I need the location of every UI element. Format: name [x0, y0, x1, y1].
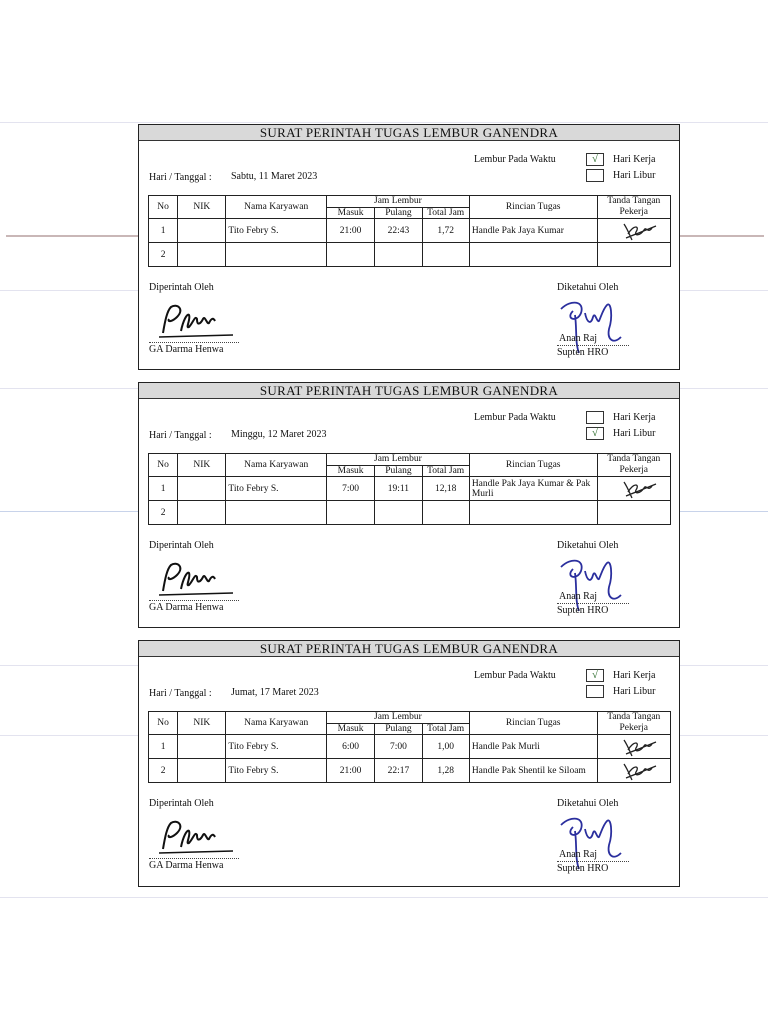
hari-libur-checkbox[interactable] — [586, 427, 604, 440]
signature-line — [557, 861, 629, 862]
hari-kerja-label: Hari Kerja — [613, 412, 656, 423]
worker-signature-icon — [618, 478, 658, 500]
cell-nama: Tito Febry S. — [226, 219, 327, 243]
cell-no: 2 — [149, 501, 178, 525]
cell-total: 1,00 — [422, 735, 469, 759]
approver-role: Supten HRO — [557, 347, 609, 358]
lembur-pada-waktu-label: Lembur Pada Waktu — [474, 154, 556, 165]
cell-rincian: Handle Pak Jaya Kumar — [469, 219, 597, 243]
cell-rincian — [469, 243, 597, 267]
col-masuk-header: Masuk — [326, 723, 374, 735]
approver-name: Anan Raj — [559, 849, 598, 860]
col-nik-header: NIK — [178, 712, 226, 735]
col-rincian-header: Rincian Tugas — [469, 454, 597, 477]
approver-name: Anan Raj — [559, 591, 598, 602]
ga-name: GA Darma Henwa — [149, 602, 224, 613]
table-row — [149, 243, 671, 267]
table-row — [149, 759, 671, 783]
cell-masuk: 21:00 — [326, 219, 374, 243]
hari-kerja-checkbox[interactable] — [586, 411, 604, 424]
signature-line — [557, 603, 629, 604]
signature-line — [149, 858, 239, 859]
ga-signature-icon — [155, 559, 235, 599]
cell-nama — [226, 243, 327, 267]
diketahui-oleh-label: Diketahui Oleh — [557, 540, 619, 551]
cell-pulang: 22:17 — [375, 759, 422, 783]
cell-pulang — [375, 243, 422, 267]
date-value: Minggu, 12 Maret 2023 — [231, 429, 327, 440]
col-masuk-header: Masuk — [326, 465, 374, 477]
hari-tanggal-label: Hari / Tanggal : — [149, 172, 212, 183]
hari-libur-label: Hari Libur — [613, 428, 656, 439]
cell-signature — [597, 735, 670, 759]
overtime-form — [138, 124, 680, 370]
hari-tanggal-label: Hari / Tanggal : — [149, 688, 212, 699]
col-jam-lembur-header: Jam Lembur — [326, 454, 469, 466]
check-icon: √ — [591, 669, 599, 681]
ga-signature-icon — [155, 817, 235, 857]
cell-pulang: 22:43 — [375, 219, 422, 243]
cell-signature — [597, 243, 670, 267]
approver-name: Anan Raj — [559, 333, 598, 344]
diketahui-oleh-label: Diketahui Oleh — [557, 282, 619, 293]
cell-total — [422, 243, 469, 267]
scan-line — [0, 122, 768, 123]
table-row — [149, 477, 671, 501]
cell-rincian: Handle Pak Murli — [469, 735, 597, 759]
hari-libur-checkbox[interactable] — [586, 685, 604, 698]
cell-total: 12,18 — [422, 477, 469, 501]
table-row — [149, 219, 671, 243]
approver-role: Supten HRO — [557, 863, 609, 874]
col-rincian-header: Rincian Tugas — [469, 196, 597, 219]
diketahui-oleh-label: Diketahui Oleh — [557, 798, 619, 809]
cell-nama: Tito Febry S. — [226, 735, 327, 759]
col-total-header: Total Jam — [422, 723, 469, 735]
cell-masuk — [326, 501, 374, 525]
cell-rincian: Handle Pak Jaya Kumar & Pak Murli — [469, 477, 597, 501]
col-nama-header: Nama Karyawan — [226, 712, 327, 735]
cell-nik — [178, 501, 226, 525]
date-value: Jumat, 17 Maret 2023 — [231, 687, 319, 698]
cell-nik — [178, 243, 226, 267]
signature-line — [557, 345, 629, 346]
ga-name: GA Darma Henwa — [149, 860, 224, 871]
cell-pulang — [375, 501, 422, 525]
overtime-form — [138, 382, 680, 628]
hari-tanggal-label: Hari / Tanggal : — [149, 430, 212, 441]
check-icon: √ — [591, 153, 599, 165]
ga-name: GA Darma Henwa — [149, 344, 224, 355]
overtime-form — [138, 640, 680, 887]
hari-kerja-label: Hari Kerja — [613, 670, 656, 681]
cell-pulang: 7:00 — [375, 735, 422, 759]
form-title: SURAT PERINTAH TUGAS LEMBUR GANENDRA — [139, 641, 679, 657]
cell-no: 2 — [149, 759, 178, 783]
col-jam-lembur-header: Jam Lembur — [326, 196, 469, 208]
cell-no: 1 — [149, 219, 178, 243]
form-title: SURAT PERINTAH TUGAS LEMBUR GANENDRA — [139, 125, 679, 141]
approver-role: Supten HRO — [557, 605, 609, 616]
cell-masuk: 7:00 — [326, 477, 374, 501]
cell-total: 1,28 — [422, 759, 469, 783]
col-no-header: No — [149, 712, 178, 735]
col-pulang-header: Pulang — [375, 723, 422, 735]
cell-nama: Tito Febry S. — [226, 759, 327, 783]
col-jam-lembur-header: Jam Lembur — [326, 712, 469, 724]
cell-no: 1 — [149, 477, 178, 501]
cell-masuk: 6:00 — [326, 735, 374, 759]
signature-line — [149, 600, 239, 601]
cell-signature — [597, 219, 670, 243]
cell-nik — [178, 759, 226, 783]
overtime-table — [148, 195, 671, 267]
col-total-header: Total Jam — [422, 207, 469, 219]
col-no-header: No — [149, 196, 178, 219]
cell-pulang: 19:11 — [375, 477, 422, 501]
cell-no: 2 — [149, 243, 178, 267]
cell-total — [422, 501, 469, 525]
cell-nama — [226, 501, 327, 525]
cell-no: 1 — [149, 735, 178, 759]
table-row — [149, 735, 671, 759]
col-tanda-tangan-header: Tanda Tangan Pekerja — [597, 196, 670, 219]
cell-rincian: Handle Pak Shentil ke Siloam — [469, 759, 597, 783]
cell-signature — [597, 759, 670, 783]
cell-signature — [597, 501, 670, 525]
form-title: SURAT PERINTAH TUGAS LEMBUR GANENDRA — [139, 383, 679, 399]
diperintah-oleh-label: Diperintah Oleh — [149, 282, 214, 293]
col-pulang-header: Pulang — [375, 465, 422, 477]
cell-nama: Tito Febry S. — [226, 477, 327, 501]
col-tanda-tangan-header: Tanda Tangan Pekerja — [597, 454, 670, 477]
lembur-pada-waktu-label: Lembur Pada Waktu — [474, 670, 556, 681]
cell-signature — [597, 477, 670, 501]
hari-libur-checkbox[interactable] — [586, 169, 604, 182]
overtime-table — [148, 453, 671, 525]
col-pulang-header: Pulang — [375, 207, 422, 219]
ga-signature-icon — [155, 301, 235, 341]
col-nik-header: NIK — [178, 196, 226, 219]
col-no-header: No — [149, 454, 178, 477]
hari-libur-label: Hari Libur — [613, 170, 656, 181]
worker-signature-icon — [618, 760, 658, 782]
col-total-header: Total Jam — [422, 465, 469, 477]
hari-kerja-checkbox[interactable] — [586, 153, 604, 166]
scan-line — [0, 897, 768, 898]
overtime-table — [148, 711, 671, 783]
hari-kerja-label: Hari Kerja — [613, 154, 656, 165]
worker-signature-icon — [618, 220, 658, 242]
worker-signature-icon — [618, 736, 658, 758]
col-nik-header: NIK — [178, 454, 226, 477]
lembur-pada-waktu-label: Lembur Pada Waktu — [474, 412, 556, 423]
col-nama-header: Nama Karyawan — [226, 454, 327, 477]
date-value: Sabtu, 11 Maret 2023 — [231, 171, 318, 182]
diperintah-oleh-label: Diperintah Oleh — [149, 798, 214, 809]
cell-masuk — [326, 243, 374, 267]
cell-nik — [178, 219, 226, 243]
col-tanda-tangan-header: Tanda Tangan Pekerja — [597, 712, 670, 735]
cell-nik — [178, 477, 226, 501]
hari-kerja-checkbox[interactable] — [586, 669, 604, 682]
col-rincian-header: Rincian Tugas — [469, 712, 597, 735]
col-masuk-header: Masuk — [326, 207, 374, 219]
check-icon: √ — [591, 427, 599, 439]
diperintah-oleh-label: Diperintah Oleh — [149, 540, 214, 551]
col-nama-header: Nama Karyawan — [226, 196, 327, 219]
hari-libur-label: Hari Libur — [613, 686, 656, 697]
cell-nik — [178, 735, 226, 759]
cell-masuk: 21:00 — [326, 759, 374, 783]
cell-total: 1,72 — [422, 219, 469, 243]
cell-rincian — [469, 501, 597, 525]
signature-line — [149, 342, 239, 343]
table-row — [149, 501, 671, 525]
